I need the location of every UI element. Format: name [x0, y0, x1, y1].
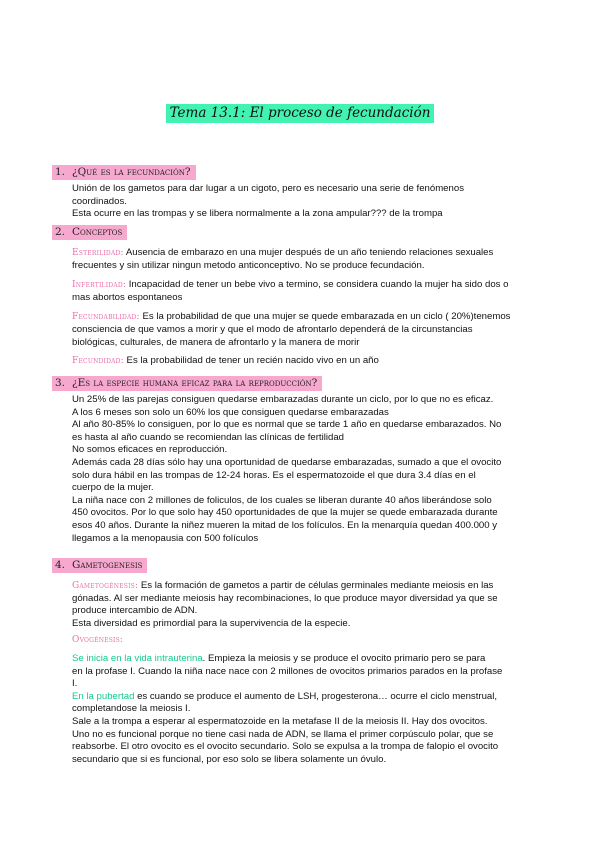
section-title: ¿Es la especie humana eficaz para la reproducción? — [72, 376, 322, 391]
text-line: La niña nace con 2 millones de foliculos, de los cuales se liberan durante 40 años liberándose solo — [72, 494, 492, 506]
text-line: esos 40 años. Durante la niñez mueren la mitad de los folículos. En la menarquía quedan 400.000 y — [72, 519, 498, 531]
section-title: Gametogenesis — [72, 558, 147, 573]
page-title: Tema 13.1: El proceso de fecundación — [166, 104, 435, 123]
concept-fecundidad — [72, 355, 552, 368]
section-body — [72, 183, 552, 221]
section-number: 2. — [52, 225, 72, 240]
text-line: en la profase I. Cuando la niña nace nace con 2 millones de ovocitos primarios parados en la profase — [72, 665, 503, 677]
text-line: Unión de los gametos para dar lugar a un cigoto, pero es necesario una serie de fenómenos — [72, 183, 464, 194]
concept-gametogenesis — [72, 580, 552, 630]
section-body — [72, 247, 552, 368]
text-line: Un 25% de las parejas consiguen quedarse embarazadas durante un ciclo, por lo que no es eficaz. — [72, 394, 494, 405]
section-body — [72, 580, 552, 766]
text-line: coordinados. — [72, 195, 127, 207]
ovogenesis-label: Ovogénesis: — [72, 635, 124, 646]
text-line: biológicas, culturales, de manera de afrontarlo y la manera de morir — [72, 336, 360, 348]
concept-term: Gametogénesis: — [72, 581, 139, 591]
text-line: completandose la meiosis I. — [72, 703, 191, 715]
section-3 — [52, 375, 552, 545]
text-line: reabsorbe. El otro ovocito es el ovocito secundario. Solo se expulsa a la trompa de falopio el ovocito — [72, 741, 499, 753]
section-body — [72, 394, 552, 545]
section-number: 3. — [52, 376, 72, 391]
text-line: solo dura hábil en las trompas de 12-24 horas. Es el espermatozoide el que dura 3.4 días en el — [72, 469, 476, 481]
text-line: llegamos a la menopausia con 500 folículos — [72, 532, 259, 544]
section-heading — [52, 224, 552, 241]
text-line: Uno no es funcional porque no tiene casi nada de ADN, se llama el primer corpúsculo polar, que se — [72, 728, 494, 740]
concept-term: Esterilidad: — [72, 248, 124, 258]
section-title: ¿Qué es la fecundación? — [72, 165, 196, 180]
text-line: No somos eficaces en reproducción. — [72, 444, 228, 456]
section-1 — [52, 164, 552, 221]
text-line: A los 6 meses son solo un 60% los que consiguen quedarse embarazadas — [72, 406, 389, 418]
concept-text: Ausencia de embarazo en una mujer después de un año teniendo relaciones sexuales — [123, 247, 494, 258]
section-number: 4. — [52, 558, 72, 573]
text-line: Al año 80-85% lo consiguen, por lo que es normal que se tarde 1 año en quedarse embarazados. No — [72, 419, 502, 431]
text-line: Esta ocurre en las trompas y se libera normalmente a la zona ampular??? de la trompa — [72, 208, 443, 220]
concept-term: Fecundidad: — [72, 356, 124, 367]
section-4 — [52, 557, 552, 766]
concept-term: Infertilidad: — [72, 280, 127, 291]
section-title: Conceptos — [72, 225, 127, 240]
text-span: es cuando se produce el aumento de LSH, progesterona… ocurre el ciclo menstrual, — [134, 690, 498, 702]
highlight-green: En la pubertad — [72, 690, 135, 702]
text-line: secundario que si es funcional, por eso solo se libera solamente un óvulo. — [72, 753, 387, 765]
text-line: gónadas. Al ser mediante meiosis hay recombinaciones, lo que produce mayor diversidad ya que se — [72, 592, 498, 604]
concept-infertilidad — [72, 279, 552, 304]
section-heading — [52, 164, 552, 181]
text-line: cuerpo de la mujer. — [72, 482, 154, 494]
text-line: 450 ovocitos. Por lo que solo hay 450 oportunidades de que la mujer se quede embarazada durante — [72, 507, 498, 519]
text-span: . Empieza la meiosis y se produce el ovocito primario pero se para — [202, 652, 486, 664]
concept-text: Es la formación de gametos a partir de células germinales mediante meiosis en las — [138, 580, 494, 591]
text-line: Sale a la trompa a esperar al espermatozoide en la metafase II de la meiosis II. Hay dos ovocitos. — [72, 715, 488, 727]
highlight-green: Se inicia en la vida intrauterina — [72, 652, 203, 664]
concept-esterilidad — [72, 247, 552, 272]
text-line: Esta diversidad es primordial para la supervivencia de la especie. — [72, 617, 351, 629]
concept-fecundabilidad — [72, 311, 552, 349]
text-line: Además cada 28 días sólo hay una oportunidad de quedarse embarazadas, sumado a que el ovocito — [72, 456, 502, 468]
text-line: mas abortos espontaneos — [72, 291, 183, 303]
concept-text: Es la probabilidad de tener un recién nacido vivo en un año — [123, 355, 379, 367]
section-heading — [52, 557, 552, 574]
section-2 — [52, 224, 552, 368]
ovogenesis-puberty — [72, 691, 552, 767]
text-line: produce intercambio de ADN. — [72, 605, 198, 617]
text-line: I. — [72, 678, 78, 690]
concept-text: Es la probabilidad de que una mujer se quede embarazada en un ciclo ( 20%)tenemos — [139, 311, 511, 323]
section-number: 1. — [52, 165, 72, 180]
concept-term: Fecundabilidad: — [72, 312, 140, 323]
section-heading — [52, 375, 552, 392]
text-line: consciencia de que vamos a morir y que el modo de afrontarlo dependerá de la circunstancias — [72, 323, 473, 335]
title-wrap — [0, 104, 600, 123]
concept-text: Incapacidad de tener un bebe vivo a termino, se considera cuando la mujer ha sido dos o — [126, 279, 509, 291]
text-line: frecuentes y sin utilizar ningun metodo anticonceptivo. No se produce fecundación. — [72, 259, 425, 271]
ovogenesis-intrauterine — [72, 653, 552, 691]
text-line: es hasta al año cuando se recomiendan las clínicas de fertilidad — [72, 431, 344, 443]
